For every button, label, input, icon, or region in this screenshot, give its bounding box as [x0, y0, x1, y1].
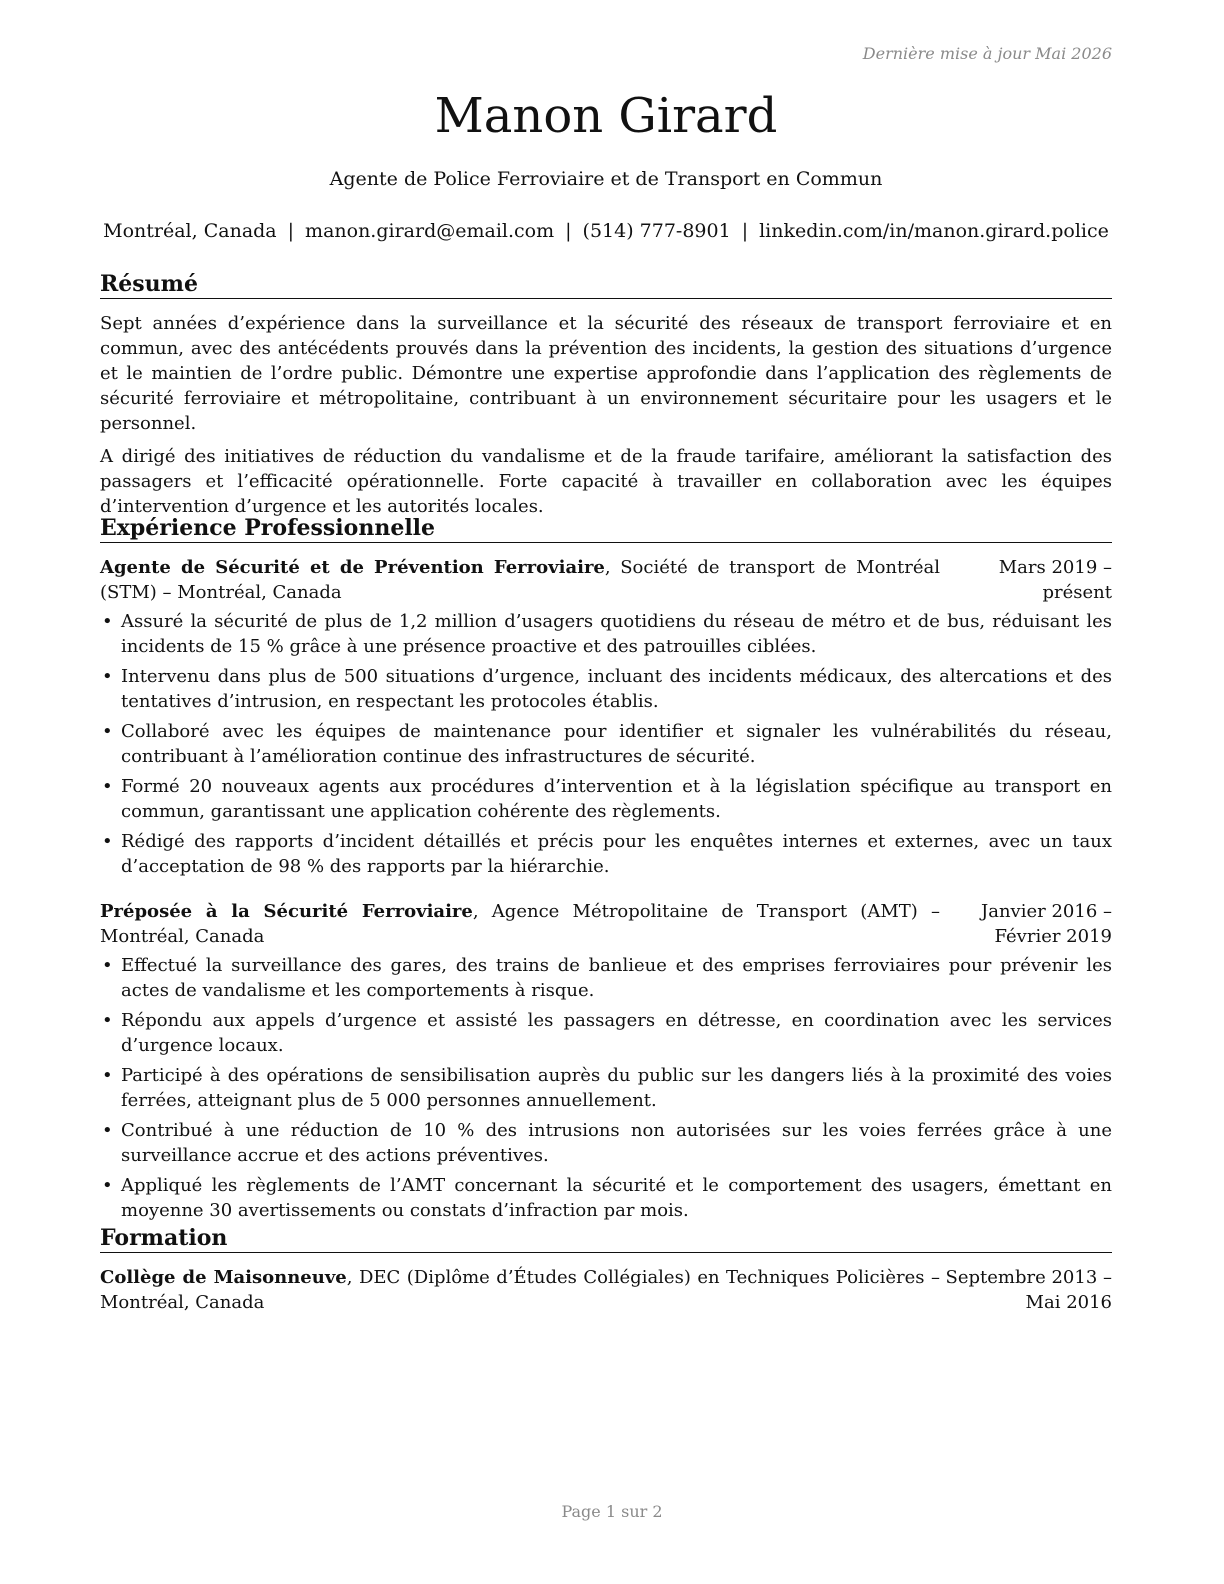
contact-separator: |: [741, 220, 749, 242]
job-bullets: [100, 609, 1112, 879]
education-dates: Septembre 2013 – Mai 2016: [945, 1267, 1112, 1313]
contact-location: Montréal, Canada: [103, 220, 277, 242]
experience-section: [100, 514, 1112, 1235]
list-item: [100, 719, 1112, 769]
bullet-text: Collaboré avec les équipes de maintenance pour identifier et signaler les vulnérabilités du réseau, contribuant à l’amélioration continue des infrastructures de sécurité.: [121, 721, 1112, 767]
section-heading-summary: Résumé: [100, 270, 1112, 299]
education-degree: , DEC (Diplôme d’Études Collégiales) en Techniques Policières – Montréal, Canada: [100, 1267, 940, 1313]
contact-separator: |: [287, 220, 295, 242]
contact-line: [80, 218, 1132, 244]
page-number: Page 1 sur 2: [561, 1502, 663, 1521]
list-item: [100, 1008, 1112, 1058]
contact-linkedin[interactable]: linkedin.com/in/manon.girard.police: [759, 220, 1109, 242]
list-item: [100, 609, 1112, 659]
education-school: Collège de Maisonneuve: [100, 1267, 347, 1288]
section-heading-education: Formation: [100, 1224, 1112, 1253]
job-header: [100, 555, 1112, 605]
bullet-text: Formé 20 nouveaux agents aux procédures d’intervention et à la législation spécifique au transport en commun, garantissant une application cohérente des règlements.: [121, 776, 1112, 822]
last-updated: Dernière mise à jour Mai 2026: [862, 44, 1112, 63]
list-item: [100, 1173, 1112, 1223]
list-item: [100, 1118, 1112, 1168]
contact-separator: |: [565, 220, 572, 242]
list-item: [100, 953, 1112, 1003]
bullet-text: Contribué à une réduction de 10 % des intrusions non autorisées sur les voies ferrées grâce à une surveillance accrue et des actions préventives.: [121, 1120, 1112, 1166]
bullet-icon: •: [102, 1065, 113, 1086]
bullet-icon: •: [102, 1120, 113, 1141]
bullet-text: Effectué la surveillance des gares, des trains de banlieue et des emprises ferroviaires pour prévenir les actes de vandalisme et les comportements à risque.: [121, 955, 1112, 1001]
bullet-text: Appliqué les règlements de l’AMT concernant la sécurité et le comportement des usagers, émettant en moyenne 30 avertissements ou constats d’infraction par mois.: [121, 1175, 1112, 1221]
job-entry: [100, 555, 1112, 879]
job-organization: , Agence Métropolitaine de Transport (AMT) – Montréal, Canada: [100, 901, 940, 947]
job-role: Préposée à la Sécurité Ferroviaire: [100, 901, 473, 922]
bullet-icon: •: [102, 1175, 113, 1196]
bullet-icon: •: [102, 1010, 113, 1031]
summary-paragraph: Sept années d’expérience dans la surveillance et la sécurité des réseaux de transport ferroviaire et en commun, avec des antécédents prouvés dans la prévention des incidents, la gestion des situations d’urgence et le maintien de l’ordre public. Démontre une expertise approfondie dans l’application des règlements de sécurité ferroviaire et métropolitaine, contribuant à un environnement sécuritaire pour les usagers et le personnel.: [100, 313, 1112, 434]
list-item: [100, 774, 1112, 824]
bullet-icon: •: [102, 831, 113, 852]
list-item: [100, 829, 1112, 879]
list-item: [100, 664, 1112, 714]
bullet-text: Intervenu dans plus de 500 situations d’urgence, incluant des incidents médicaux, des altercations et des tentatives d’intrusion, en respectant les protocoles établis.: [121, 666, 1112, 712]
bullet-text: Assuré la sécurité de plus de 1,2 million d’usagers quotidiens du réseau de métro et de bus, réduisant les incidents de 15 % grâce à une présence proactive et des patrouilles ciblées.: [121, 611, 1112, 657]
candidate-name: Manon Girard: [434, 88, 778, 144]
job-dates: Mars 2019 – présent: [998, 557, 1112, 603]
section-heading-experience: Expérience Professionnelle: [100, 514, 1112, 543]
bullet-icon: •: [102, 721, 113, 742]
education-section: [100, 1224, 1112, 1319]
summary-section: [100, 270, 1112, 527]
bullet-icon: •: [102, 611, 113, 632]
job-dates: Janvier 2016 – Février 2019: [981, 901, 1112, 947]
job-title: Agente de Police Ferroviaire et de Transport en Commun: [329, 168, 883, 190]
list-item: [100, 1063, 1112, 1113]
bullet-text: Rédigé des rapports d’incident détaillés et précis pour les enquêtes internes et externes, avec un taux d’acceptation de 98 % des rapports par la hiérarchie.: [121, 831, 1112, 877]
job-bullets: [100, 953, 1112, 1223]
bullet-text: Répondu aux appels d’urgence et assisté les passagers en détresse, en coordination avec les services d’urgence locaux.: [121, 1010, 1112, 1056]
job-header: [100, 899, 1112, 949]
bullet-text: Participé à des opérations de sensibilisation auprès du public sur les dangers liés à la proximité des voies ferrées, atteignant plus de 5 000 personnes annuellement.: [121, 1065, 1112, 1111]
education-entry: [100, 1265, 1112, 1315]
contact-phone: (514) 777-8901: [582, 220, 731, 242]
job-role: Agente de Sécurité et de Prévention Ferroviaire: [100, 557, 605, 578]
contact-email[interactable]: manon.girard@email.com: [305, 220, 555, 242]
resume-page: [100, 0, 1112, 1584]
job-entry: [100, 899, 1112, 1223]
bullet-icon: •: [102, 666, 113, 687]
summary-paragraph: A dirigé des initiatives de réduction du vandalisme et de la fraude tarifaire, améliorant la satisfaction des passagers et l’efficacité opérationnelle. Forte capacité à travailler en collaboration avec les équipes d’intervention d’urgence et les autorités locales.: [100, 446, 1112, 517]
bullet-icon: •: [102, 955, 113, 976]
job-organization: , Société de transport de Montréal (STM) – Montréal, Canada: [100, 557, 940, 603]
bullet-icon: •: [102, 776, 113, 797]
